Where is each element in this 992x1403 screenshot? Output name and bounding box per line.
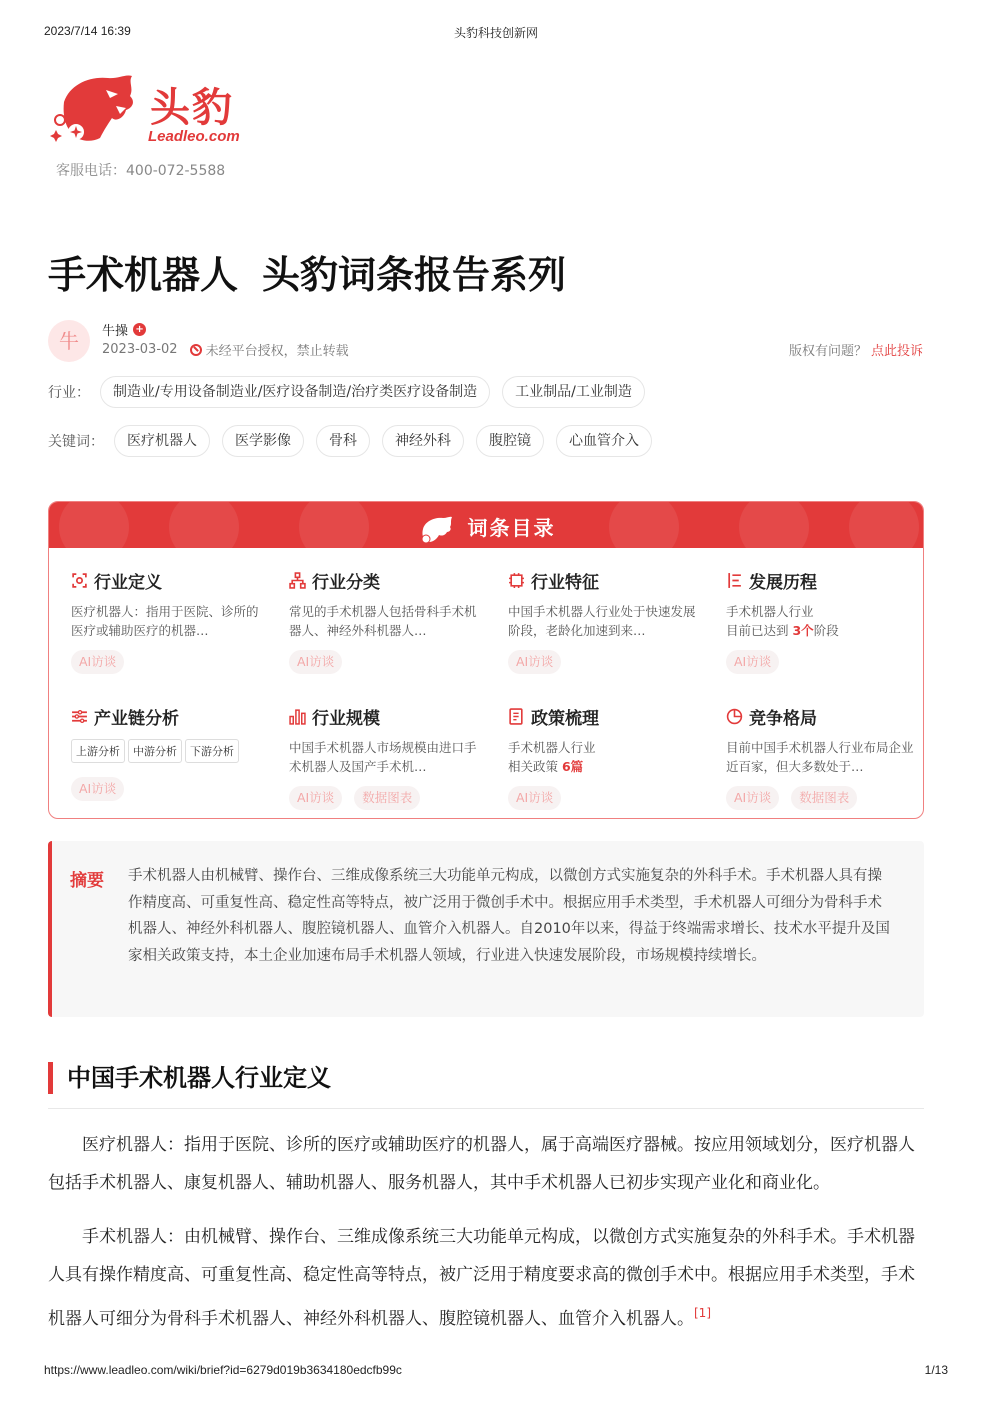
ai-interview-button[interactable]: AI访谈 <box>508 786 561 810</box>
downstream-tag[interactable]: 下游分析 <box>185 739 239 763</box>
verified-badge-icon: + <box>133 323 146 336</box>
toc-item-desc: 中国手术机器人市场规模由进口手术机器人及国产手术机… <box>289 740 477 774</box>
toc-item-definition[interactable] <box>71 568 261 674</box>
toc-item-title: 竞争格局 <box>749 709 817 729</box>
toc-header <box>49 502 923 548</box>
toc-item-desc-line <box>508 757 698 776</box>
toc-item-desc <box>726 602 916 640</box>
industry-label: 行业： <box>48 385 90 401</box>
desc-suffix: 阶段 <box>813 623 839 638</box>
print-footer <box>44 1363 948 1379</box>
toc-title-text: 词条目录 <box>467 516 556 540</box>
abstract-box <box>48 841 924 1017</box>
classification-icon <box>289 572 306 589</box>
ai-interview-button[interactable]: AI访谈 <box>508 650 561 674</box>
history-icon <box>726 572 743 589</box>
toc-item-header <box>508 568 698 593</box>
reference-link[interactable]: [1] <box>694 1306 711 1320</box>
keyword-tag[interactable]: 腹腔镜 <box>476 425 544 457</box>
competition-icon <box>726 708 743 725</box>
toc-item-policy[interactable] <box>508 704 698 810</box>
feature-icon <box>508 572 525 589</box>
chain-tags <box>71 739 261 763</box>
service-phone: 客服电话：400-072-5588 <box>56 163 226 179</box>
toc-item-buttons <box>71 777 261 801</box>
toc-item-title: 行业分类 <box>312 573 380 593</box>
desc-prefix: 相关政策 <box>508 759 562 774</box>
toc-item-title: 行业特征 <box>531 573 599 593</box>
paragraph-text: 手术机器人：由机械臂、操作台、三维成像系统三大功能单元构成，以微创方式实施复杂的外科手术。手术机器人具有操作精度高、可重复性高、稳定性高等特点，被广泛用于精度要求高的微创手术中。根据应用手术类型，手术机器人可细分为骨科手术机器人、神经外科机器人、腹腔镜机器人、血管介入机器人。 <box>48 1227 915 1329</box>
toc-item-buttons <box>508 786 698 810</box>
print-header <box>44 24 948 40</box>
toc-item-title: 产业链分析 <box>94 709 179 729</box>
scale-icon <box>289 708 306 725</box>
section-title: 中国手术机器人行业定义 <box>48 1062 331 1094</box>
toc-item-buttons <box>726 786 916 810</box>
keyword-tags <box>48 425 664 457</box>
data-chart-button[interactable]: 数据图表 <box>354 786 420 810</box>
ban-icon <box>190 344 202 356</box>
toc-item-header <box>508 704 698 729</box>
reprint-notice <box>190 340 349 359</box>
print-site-title: 头豹科技创新网 <box>453 26 538 40</box>
definition-paragraph <box>48 1218 924 1338</box>
toc-item-header <box>726 568 916 593</box>
desc-prefix: 目前已达到 <box>726 623 793 638</box>
ai-interview-button[interactable]: AI访谈 <box>71 650 124 674</box>
section-divider <box>48 1108 924 1109</box>
policy-icon <box>508 708 525 725</box>
industry-tag[interactable]: 工业制品/工业制造 <box>502 376 645 408</box>
toc-item-history[interactable] <box>726 568 916 674</box>
print-datetime: 2023/7/14 16:39 <box>44 24 131 38</box>
copyright-question: 版权有问题？ <box>788 344 867 359</box>
toc-item-buttons <box>726 650 916 674</box>
keyword-tag[interactable]: 心血管介入 <box>556 425 652 457</box>
toc-item-scale[interactable] <box>289 704 479 810</box>
toc-item-header <box>71 704 261 729</box>
toc-item-header <box>71 568 261 593</box>
publish-date: 2023-03-02 <box>102 342 178 357</box>
toc-item-feature[interactable] <box>508 568 698 674</box>
definition-icon <box>71 572 88 589</box>
print-page-number: 1/13 <box>924 1363 948 1377</box>
keyword-tag[interactable]: 医学影像 <box>222 425 304 457</box>
toc-item-desc: 中国手术机器人行业处于快速发展阶段，老龄化加速到来… <box>508 604 696 638</box>
stage-count: 3个 <box>792 623 814 638</box>
toc-item-desc: 目前中国手术机器人行业布局企业近百家，但大多数处于… <box>726 740 914 774</box>
keyword-tag[interactable]: 骨科 <box>316 425 370 457</box>
brand-name: 头豹 <box>150 85 234 131</box>
toc-panel <box>48 501 924 819</box>
upstream-tag[interactable]: 上游分析 <box>71 739 125 763</box>
leopard-icon <box>417 515 453 545</box>
toc-item-desc-line: 手术机器人行业 <box>508 740 596 755</box>
midstream-tag[interactable]: 中游分析 <box>128 739 182 763</box>
print-url: https://www.leadleo.com/wiki/brief?id=6279d019b3634180edcfb99c <box>44 1363 402 1377</box>
toc-item-title: 行业定义 <box>94 573 162 593</box>
data-chart-button[interactable]: 数据图表 <box>791 786 857 810</box>
toc-item-classification[interactable] <box>289 568 479 674</box>
leadleo-logo[interactable] <box>46 72 246 152</box>
copyright-notice <box>789 340 923 359</box>
toc-item-header <box>289 704 479 729</box>
author-info <box>102 320 146 339</box>
abstract-text: 手术机器人由机械臂、操作台、三维成像系统三大功能单元构成，以微创方式实施复杂的外科手术。手术机器人具有操作精度高、可重复性高、稳定性高等特点，被广泛用于微创手术中。根据应用手术类型，手术机器人可细分为骨科手术机器人、神经外科机器人、腹腔镜机器人、血管介入机器人。自2010年以来，得益于终端需求增长、技术水平提升及国家相关政策支持，本土企业加速布局手术机器人领域，行业进入快速发展阶段，市场规模持续增长。 <box>128 868 890 964</box>
toc-item-header <box>726 704 916 729</box>
ai-interview-button[interactable]: AI访谈 <box>71 777 124 801</box>
toc-title <box>49 512 923 545</box>
complaint-link[interactable]: 点此投诉 <box>870 344 923 359</box>
keyword-tag[interactable]: 神经外科 <box>382 425 464 457</box>
title-main: 手术机器人 <box>48 253 239 297</box>
toc-item-desc <box>508 738 698 776</box>
ai-interview-button[interactable]: AI访谈 <box>289 786 342 810</box>
toc-item-buttons <box>71 650 261 674</box>
toc-item-chain[interactable] <box>71 704 261 801</box>
toc-item-title: 行业规模 <box>312 709 380 729</box>
author-name[interactable]: 牛操 <box>102 324 129 339</box>
reprint-notice-text: 未经平台授权，禁止转载 <box>205 344 349 359</box>
keyword-tag[interactable]: 医疗机器人 <box>114 425 210 457</box>
toc-item-competition[interactable] <box>726 704 916 810</box>
page-title <box>48 244 566 299</box>
toc-item-desc: 常见的手术机器人包括骨科手术机器人、神经外科机器人… <box>289 604 477 638</box>
toc-item-desc-line <box>726 621 916 640</box>
brand-domain: Leadleo.com <box>148 128 240 145</box>
title-sub: 头豹词条报告系列 <box>262 253 567 297</box>
toc-item-buttons <box>508 650 698 674</box>
avatar[interactable]: 牛 <box>48 320 90 362</box>
industry-tag[interactable]: 制造业/专用设备制造业/医疗设备制造/治疗类医疗设备制造 <box>100 376 490 408</box>
leopard-logo-icon <box>46 72 146 152</box>
definition-paragraph: 医疗机器人：指用于医院、诊所的医疗或辅助医疗的机器人，属于高端医疗器械。按应用领域划分，医疗机器人包括手术机器人、康复机器人、辅助机器人、服务机器人，其中手术机器人已初步实现产业化和商业化。 <box>48 1135 915 1193</box>
toc-item-buttons <box>289 786 479 810</box>
policy-count: 6篇 <box>561 759 584 774</box>
toc-item-title: 发展历程 <box>749 573 817 593</box>
industry-tags <box>48 376 657 408</box>
chain-icon <box>71 708 88 725</box>
article-meta <box>102 340 349 359</box>
toc-item-buttons <box>289 650 479 674</box>
toc-item-title: 政策梳理 <box>531 709 599 729</box>
keywords-label: 关键词： <box>48 434 104 450</box>
toc-item-header <box>289 568 479 593</box>
ai-interview-button[interactable]: AI访谈 <box>289 650 342 674</box>
ai-interview-button[interactable]: AI访谈 <box>726 786 779 810</box>
toc-item-desc: 医疗机器人：指用于医院、诊所的医疗或辅助医疗的机器… <box>71 604 259 638</box>
ai-interview-button[interactable]: AI访谈 <box>726 650 779 674</box>
toc-item-desc-line: 手术机器人行业 <box>726 604 814 619</box>
abstract-label: 摘要 <box>70 871 104 891</box>
